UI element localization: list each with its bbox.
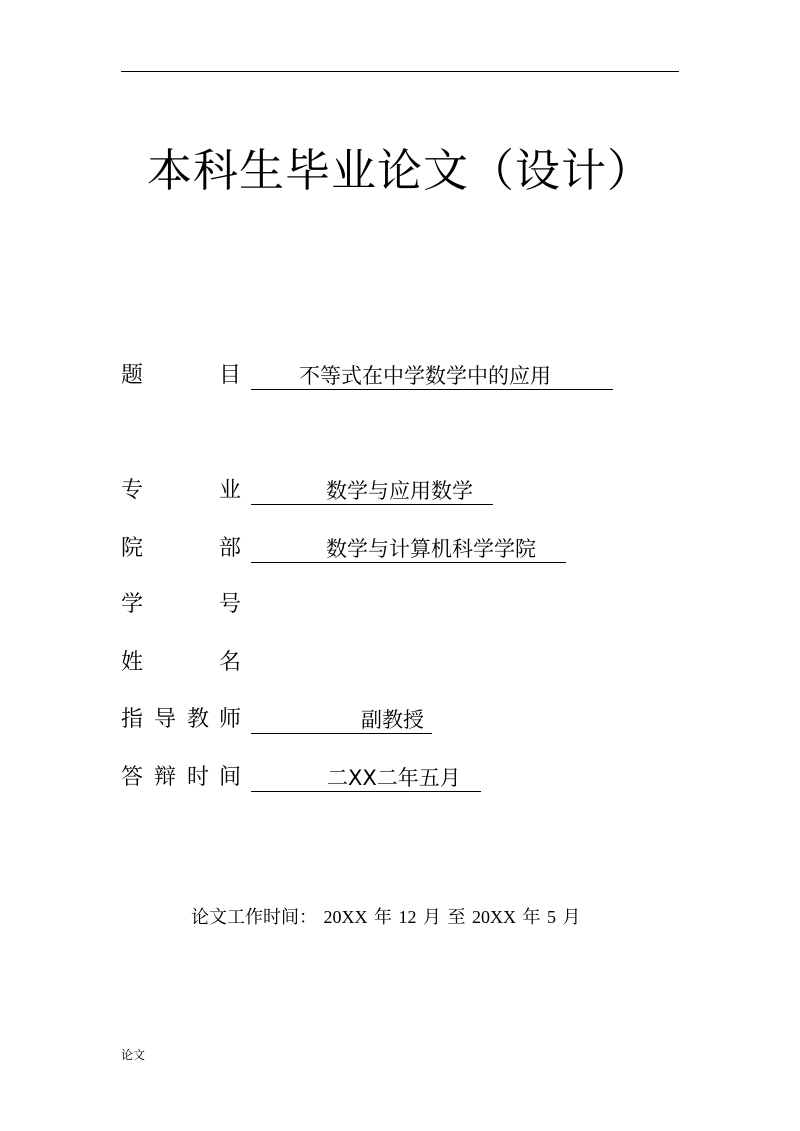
label-char: 题 bbox=[121, 363, 144, 388]
field-defense-time-value bbox=[251, 763, 481, 792]
label-char: 间 bbox=[219, 765, 242, 790]
field-name bbox=[121, 648, 641, 678]
top-rule bbox=[121, 71, 679, 72]
label-char: 指 bbox=[121, 707, 144, 732]
field-advisor-value bbox=[251, 705, 432, 734]
label-char: 目 bbox=[219, 363, 242, 388]
label-char: 专 bbox=[121, 478, 144, 503]
topic-text: 不等式在中学数学中的应用 bbox=[299, 364, 551, 388]
field-student-id bbox=[121, 590, 641, 620]
major-text: 数学与应用数学 bbox=[326, 479, 473, 503]
label-char: 号 bbox=[219, 592, 242, 617]
label-char: 时 bbox=[187, 765, 210, 790]
field-topic-value bbox=[251, 361, 613, 390]
footer-note: 论文 bbox=[121, 1048, 146, 1062]
label-char: 教 bbox=[187, 707, 210, 732]
field-defense-time bbox=[121, 763, 641, 793]
advisor-text: 副教授 bbox=[361, 708, 424, 732]
label-char: 学 bbox=[121, 592, 144, 617]
field-department bbox=[121, 534, 641, 564]
label-char: 院 bbox=[121, 536, 144, 561]
work-period-text: 论文工作时间： 20XX 年 12 月 至 20XX 年 5 月 bbox=[191, 907, 581, 927]
label-char: 部 bbox=[219, 536, 242, 561]
label-char: 师 bbox=[219, 707, 242, 732]
field-advisor bbox=[121, 705, 641, 735]
field-topic bbox=[121, 361, 641, 391]
label-char: 业 bbox=[219, 478, 242, 503]
field-major bbox=[121, 476, 641, 506]
label-char: 导 bbox=[154, 707, 177, 732]
field-department-value bbox=[251, 534, 566, 563]
label-char: 答 bbox=[121, 765, 144, 790]
defense-time-text: 二XX二年五月 bbox=[327, 766, 461, 790]
field-major-value bbox=[251, 476, 493, 505]
label-char: 辩 bbox=[154, 765, 177, 790]
label-char: 姓 bbox=[121, 650, 144, 675]
document-title: 本科生毕业论文（设计） bbox=[146, 144, 653, 197]
label-char: 名 bbox=[219, 650, 242, 675]
department-text: 数学与计算机科学学院 bbox=[326, 537, 536, 561]
